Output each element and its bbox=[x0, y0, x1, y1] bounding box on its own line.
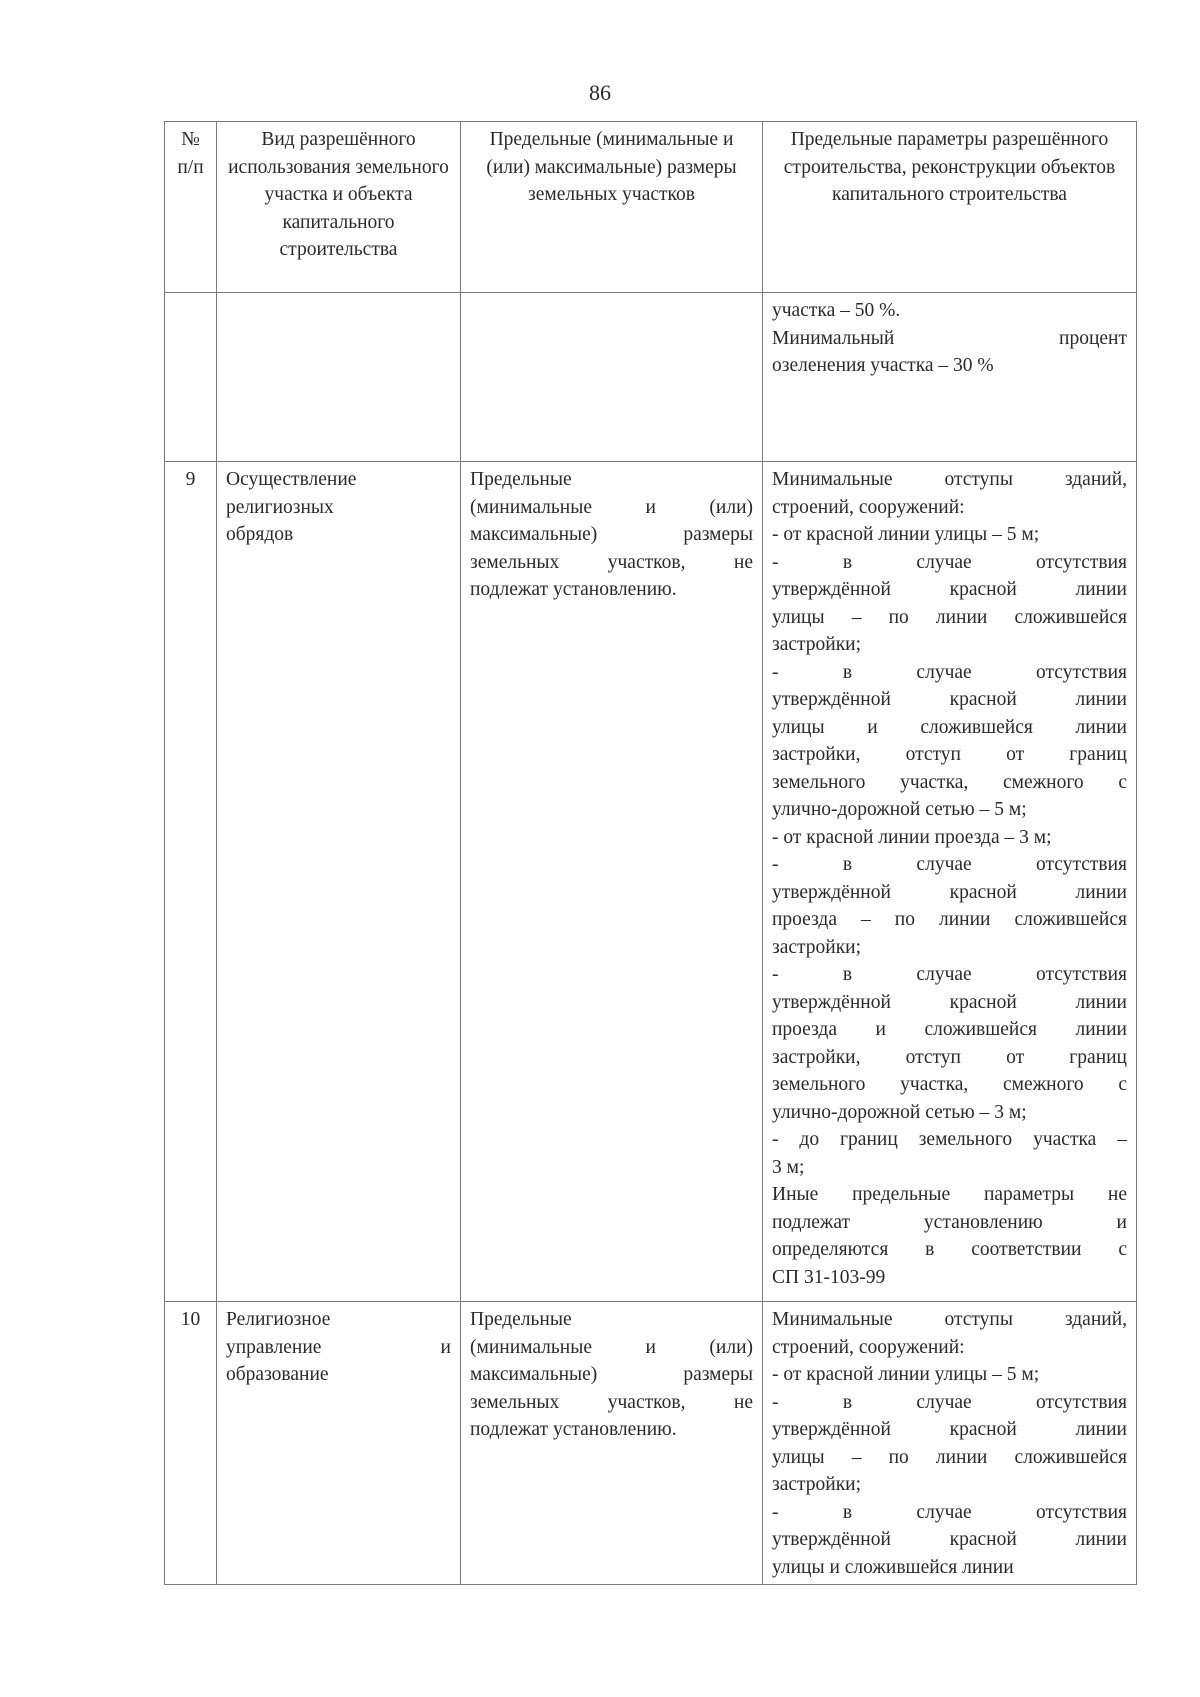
text-line: земельных участков, не bbox=[470, 551, 753, 573]
header-params: Предельные параметры разрешённого строительства, реконструкции объектов капитального строительства bbox=[763, 122, 1137, 293]
text-line: (минимальные и (или) bbox=[470, 1336, 753, 1358]
text-line: застройки, отступ от границ bbox=[772, 744, 1127, 765]
text-line: утверждённой красной линии bbox=[772, 689, 1127, 710]
text-line: максимальные) размеры bbox=[470, 524, 753, 545]
text-line: - в случае отсутствия bbox=[772, 964, 1127, 985]
text-line: СП 31-103-99 bbox=[772, 1266, 886, 1288]
text-line: застройки; bbox=[772, 1474, 862, 1495]
text-line: участка – 50 %. bbox=[772, 300, 901, 321]
text-line: строений, сооружений: bbox=[772, 496, 965, 518]
text-line: Предельные bbox=[470, 469, 572, 490]
text-line: - в случае отсутствия bbox=[772, 1391, 1127, 1413]
text-line: Минимальный процент bbox=[772, 327, 1127, 349]
text-line: земельного участка, смежного с bbox=[772, 1074, 1127, 1095]
text-line: - в случае отсутствия bbox=[772, 1501, 1127, 1523]
text-line: (минимальные и (или) bbox=[470, 496, 753, 518]
page-number: 86 bbox=[589, 80, 611, 105]
text-line: утверждённой красной линии bbox=[772, 1529, 1127, 1550]
cell-params bbox=[763, 462, 1137, 1302]
text-line: улично-дорожной сетью – 3 м; bbox=[772, 1101, 1027, 1123]
text-line: застройки, отступ от границ bbox=[772, 1046, 1127, 1068]
text-line: утверждённой красной линии bbox=[772, 1419, 1127, 1440]
table-row bbox=[165, 1302, 1137, 1585]
table-row bbox=[165, 462, 1137, 1302]
cell-sizes bbox=[461, 462, 763, 1302]
text-line: - от красной линии улицы – 5 м; bbox=[772, 1364, 1040, 1385]
text-line: управление и bbox=[226, 1336, 451, 1358]
text-line: подлежат установлению. bbox=[470, 1419, 677, 1440]
text-line: утверждённой красной линии bbox=[772, 991, 1127, 1013]
cell-number bbox=[165, 293, 217, 462]
text-line: 3 м; bbox=[772, 1156, 805, 1178]
text-line: максимальные) размеры bbox=[470, 1364, 753, 1385]
cell-params bbox=[763, 293, 1137, 462]
text-line: Предельные bbox=[470, 1309, 572, 1330]
cell-sizes bbox=[461, 1302, 763, 1585]
text-line: улицы и сложившейся линии bbox=[772, 716, 1127, 738]
text-line: проезда – по линии сложившейся bbox=[772, 909, 1127, 930]
text-line: Минимальные отступы зданий, bbox=[772, 1309, 1127, 1330]
text-line: - в случае отсутствия bbox=[772, 551, 1127, 573]
text-line: Минимальные отступы зданий, bbox=[772, 469, 1127, 490]
cell-sizes bbox=[461, 293, 763, 462]
text-line: подлежат установлению. bbox=[470, 579, 677, 600]
cell-use-type bbox=[217, 1302, 461, 1585]
cell-params bbox=[763, 1302, 1137, 1585]
cell-number: 9 bbox=[165, 462, 217, 1302]
header-sizes: Предельные (минимальные и (или) максимальные) размеры земельных участков bbox=[461, 122, 763, 293]
text-line: застройки; bbox=[772, 936, 862, 958]
text-line: утверждённой красной линии bbox=[772, 579, 1127, 600]
text-line: Религиозное bbox=[226, 1309, 331, 1330]
cell-use-type bbox=[217, 462, 461, 1302]
table-row-continuation bbox=[165, 293, 1137, 462]
text-line: улично-дорожной сетью – 5 м; bbox=[772, 799, 1027, 820]
text-line: - от красной линии улицы – 5 м; bbox=[772, 524, 1040, 545]
text-line: - в случае отсутствия bbox=[772, 661, 1127, 683]
text-line: обрядов bbox=[226, 524, 294, 545]
text-line: земельных участков, не bbox=[470, 1391, 753, 1413]
text-line: строений, сооружений: bbox=[772, 1336, 965, 1358]
text-line: Иные предельные параметры не bbox=[772, 1184, 1127, 1205]
header-number: № п/п bbox=[165, 122, 217, 293]
text-line: улицы – по линии сложившейся bbox=[772, 606, 1127, 628]
text-line: улицы и сложившейся линии bbox=[772, 1556, 1014, 1578]
regulations-table bbox=[164, 121, 1137, 1585]
text-line: образование bbox=[226, 1364, 329, 1385]
text-line: религиозных bbox=[226, 496, 334, 518]
cell-use-type bbox=[217, 293, 461, 462]
text-line: улицы – по линии сложившейся bbox=[772, 1446, 1127, 1468]
table-header-row bbox=[165, 122, 1137, 293]
cell-number: 10 bbox=[165, 1302, 217, 1585]
text-line: Осуществление bbox=[226, 469, 357, 490]
text-line: подлежат установлению и bbox=[772, 1211, 1127, 1233]
text-line: - от красной линии проезда – 3 м; bbox=[772, 826, 1052, 848]
text-line: проезда и сложившейся линии bbox=[772, 1019, 1127, 1040]
text-line: определяются в соответствии с bbox=[772, 1239, 1127, 1260]
text-line: - в случае отсутствия bbox=[772, 854, 1127, 875]
text-line: застройки; bbox=[772, 634, 862, 655]
text-line: земельного участка, смежного с bbox=[772, 771, 1127, 793]
header-use-type: Вид разрешённого использования земельного участка и объекта капитального строительства bbox=[217, 122, 461, 293]
text-line: утверждённой красной линии bbox=[772, 881, 1127, 903]
text-line: озеленения участка – 30 % bbox=[772, 355, 994, 376]
text-line: - до границ земельного участка – bbox=[772, 1129, 1127, 1150]
